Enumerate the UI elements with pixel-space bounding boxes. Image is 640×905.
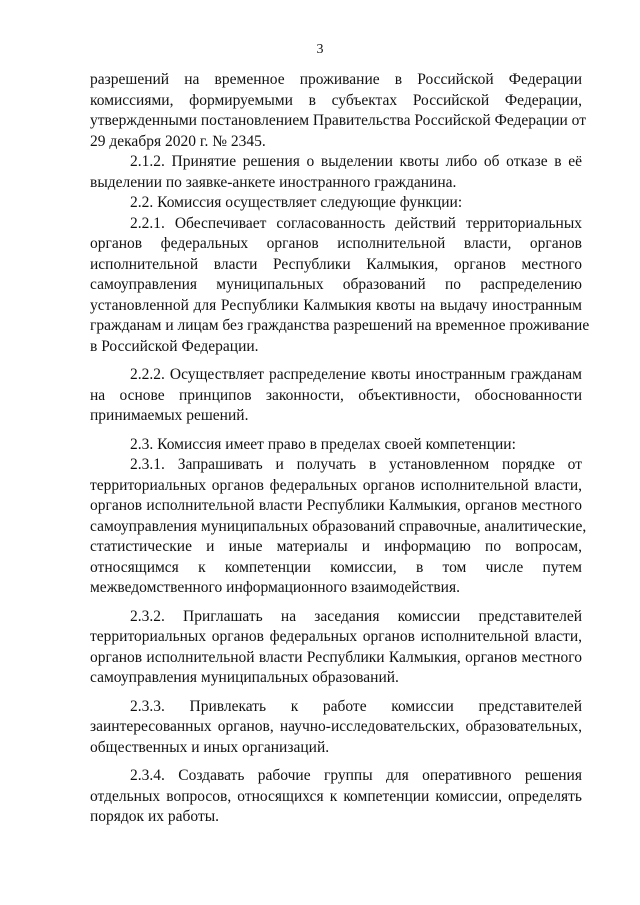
paragraph xyxy=(90,193,582,214)
text-line: относящимся к компетенции комиссии, в том числе путем xyxy=(90,558,582,576)
paragraph xyxy=(90,214,590,358)
paragraph xyxy=(90,435,582,456)
text-line: самоуправления муниципальных образований по распределению xyxy=(90,276,582,293)
text-line: самоуправления муниципальных образований. xyxy=(90,669,399,686)
text-line: территориальных органов федеральных органов исполнительной власти, xyxy=(90,628,582,645)
text-line: разрешений на временное проживание в Российской Федерации xyxy=(90,71,582,88)
paragraph-spacer xyxy=(90,689,582,697)
paragraph xyxy=(90,697,582,759)
text-line: 29 декабря 2020 г. № 2345. xyxy=(90,132,266,150)
text-line: утвержденными постановлением Правительства Российской Федерации от xyxy=(90,112,586,129)
text-line: 2.3.4. Создавать рабочие группы для оперативного решения xyxy=(130,767,582,784)
text-line: на основе принципов законности, объективности, обоснованности xyxy=(90,386,582,404)
text-line: заинтересованных органов, научно-исследовательских, образовательных, xyxy=(90,718,582,735)
text-line: выделении по заявке-анкете иностранного гражданина. xyxy=(90,173,457,191)
paragraph-spacer xyxy=(90,357,582,365)
paragraph xyxy=(90,455,587,599)
text-line: 2.3.2. Приглашать на заседания комиссии представителей xyxy=(130,607,582,625)
paragraph xyxy=(90,766,582,828)
text-line: органов федеральных органов исполнительной власти, органов xyxy=(90,235,582,252)
paragraph xyxy=(90,365,582,427)
text-line: в Российской Федерации. xyxy=(90,337,259,355)
paragraph xyxy=(90,607,582,689)
text-line: органов исполнительной власти Республики Калмыкия, органов местного xyxy=(90,648,582,666)
text-line: общественных и иных организаций. xyxy=(90,738,330,756)
paragraph-spacer xyxy=(90,427,582,435)
page-number: 3 xyxy=(316,42,324,57)
text-line: самоуправления муниципальных образований справочные, аналитические, xyxy=(90,517,587,535)
text-line: органов исполнительной власти Республики Калмыкия, органов местного xyxy=(90,497,582,514)
text-line: 2.3.3. Привлекать к работе комиссии представителей xyxy=(130,697,582,715)
text-line: комиссиями, формируемыми в субъектах Российской Федерации, xyxy=(90,91,582,109)
text-line: отдельных вопросов, относящихся к компетенции комиссии, определять xyxy=(90,787,582,805)
text-line: 2.2. Комиссия осуществляет следующие функции: xyxy=(130,194,463,211)
paragraph-spacer xyxy=(90,599,582,607)
text-line: 2.2.2. Осуществляет распределение квоты иностранным гражданам xyxy=(130,366,582,383)
text-line: порядок их работы. xyxy=(90,808,220,825)
text-line: статистические и иные материалы и информацию по вопросам, xyxy=(90,538,582,555)
paragraph xyxy=(90,152,582,193)
paragraph xyxy=(90,70,586,152)
text-line: 2.3. Комиссия имеет право в пределах своей компетенции: xyxy=(130,435,516,453)
text-line: установленной для Республики Калмыкия квоты на выдачу иностранным xyxy=(90,296,582,314)
text-line: 2.3.1. Запрашивать и получать в установленном порядке от xyxy=(130,456,582,473)
text-line: принимаемых решений. xyxy=(90,407,249,424)
text-line: гражданам и лицам без гражданства разрешений на временное проживание xyxy=(90,317,590,334)
text-line: 2.1.2. Принятие решения о выделении квоты либо об отказе в её xyxy=(130,153,582,170)
document-body xyxy=(90,70,590,828)
paragraph-spacer xyxy=(90,758,582,766)
text-line: межведомственного информационного взаимодействия. xyxy=(90,579,460,596)
text-line: исполнительной власти Республики Калмыкия, органов местного xyxy=(90,255,582,273)
text-line: 2.2.1. Обеспечивает согласованность действий территориальных xyxy=(130,214,582,232)
text-line: территориальных органов федеральных органов исполнительной власти, xyxy=(90,476,582,494)
